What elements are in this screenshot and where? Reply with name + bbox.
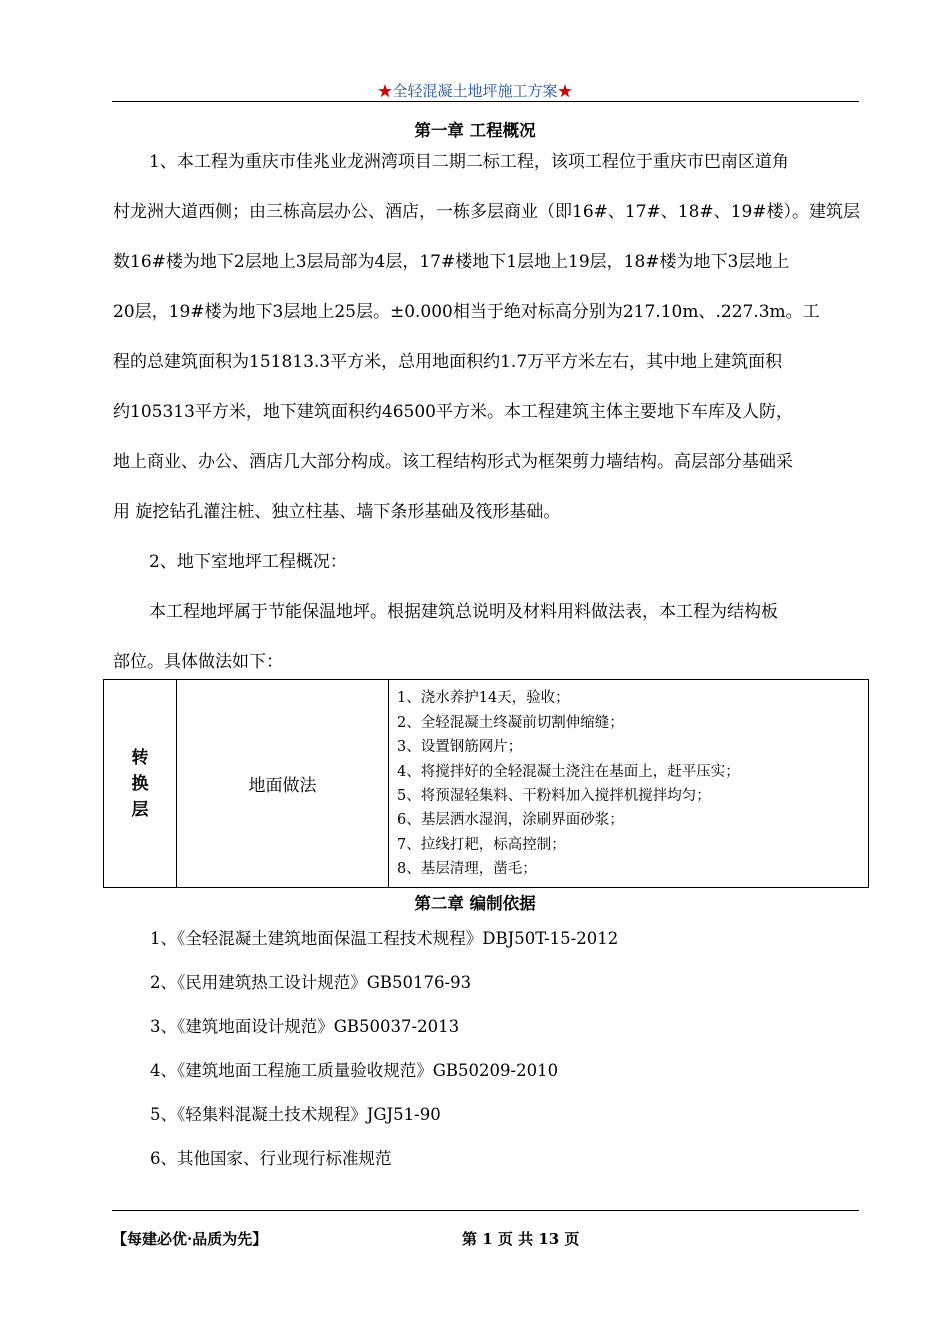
reference-item: 2、《民用建筑热工设计规范》GB50176-93 bbox=[150, 973, 472, 992]
reference-item: 4、《建筑地面工程施工质量验收规范》GB50209-2010 bbox=[150, 1061, 559, 1080]
header-rule bbox=[112, 101, 859, 102]
reference-item: 5、《轻集料混凝土技术规程》JGJ51-90 bbox=[150, 1105, 441, 1124]
paragraph-line: 程的总建筑面积为151813.3平方米，总用地面积约1.7万平方米左右，其中地上建筑面积 bbox=[113, 352, 783, 372]
step-item: 7、拉线打耙，标高控制； bbox=[397, 836, 566, 853]
paragraph-line: 1、本工程为重庆市佳兆业龙洲湾项目二期二标工程，该项工程位于重庆市巴南区道角 bbox=[149, 152, 789, 172]
footer-rule bbox=[112, 1210, 859, 1211]
step-item: 4、将搅拌好的全轻混凝土浇注在基面上，赶平压实； bbox=[397, 763, 740, 780]
basement-floor-heading: 2、地下室地坪工程概况： bbox=[149, 552, 347, 572]
paragraph-line: 20层，19#楼为地下3层地上25层。±0.000相当于绝对标高分别为217.10m、.227.3m。工 bbox=[113, 302, 820, 322]
step-item: 5、将预湿轻集料、干粉料加入搅拌机搅拌均匀； bbox=[397, 788, 711, 804]
step-item: 1、浇水养护14天，验收； bbox=[397, 690, 570, 707]
step-item: 2、全轻混凝土终凝前切割伸缩缝； bbox=[397, 714, 624, 731]
star-icon: ★ bbox=[557, 82, 573, 100]
paragraph-line: 村龙洲大道西侧；由三栋高层办公、酒店，一栋多层商业（即16#、17#、18#、19#楼）。建筑层 bbox=[113, 202, 861, 222]
layer-cell: 转 换 层 bbox=[104, 680, 177, 888]
page-number: 第 1 页 共 13 页 bbox=[462, 1230, 580, 1248]
step-item: 6、基层洒水湿润，涂刷界面砂浆； bbox=[397, 812, 624, 829]
star-icon: ★ bbox=[377, 82, 393, 100]
paragraph-line: 约105313平方米，地下建筑面积约46500平方米。本工程建筑主体主要地下车库及人防， bbox=[113, 402, 793, 422]
reference-item: 1、《全轻混凝土建筑地面保温工程技术规程》DBJ50T-15-2012 bbox=[150, 929, 619, 948]
header-title: 全轻混凝土地坪施工方案 bbox=[392, 82, 558, 100]
steps-cell bbox=[389, 680, 869, 888]
paragraph-line: 用 旋挖钻孔灌注桩、独立柱基、墙下条形基础及筏形基础。 bbox=[113, 502, 561, 522]
paragraph-line: 本工程地坪属于节能保温地坪。根据建筑总说明及材料用料做法表，本工程为结构板 bbox=[149, 602, 778, 622]
paragraph-line: 部位。具体做法如下： bbox=[113, 652, 283, 672]
chapter1-title: 第一章 工程概况 bbox=[414, 121, 536, 140]
chapter2-title: 第二章 编制依据 bbox=[414, 894, 536, 913]
reference-item: 3、《建筑地面设计规范》GB50037-2013 bbox=[150, 1017, 460, 1036]
paragraph-line: 地上商业、办公、酒店几大部分构成。该工程结构形式为框架剪力墙结构。高层部分基础采 bbox=[113, 452, 793, 472]
reference-item: 6、其他国家、行业现行标准规范 bbox=[150, 1149, 392, 1168]
footer-slogan: 【每建必优·品质为先】 bbox=[112, 1230, 268, 1248]
step-item: 3、设置钢筋网片； bbox=[397, 739, 523, 756]
project-overview-paragraph bbox=[113, 137, 861, 687]
floor-method-table bbox=[103, 679, 869, 888]
step-item: 8、基层清理，凿毛； bbox=[397, 861, 537, 878]
paragraph-line: 数16#楼为地下2层地上3层局部为4层，17#楼地下1层地上19层，18#楼为地下3层地上 bbox=[113, 252, 790, 272]
category-cell: 地面做法 bbox=[177, 680, 389, 888]
running-header bbox=[0, 80, 950, 101]
